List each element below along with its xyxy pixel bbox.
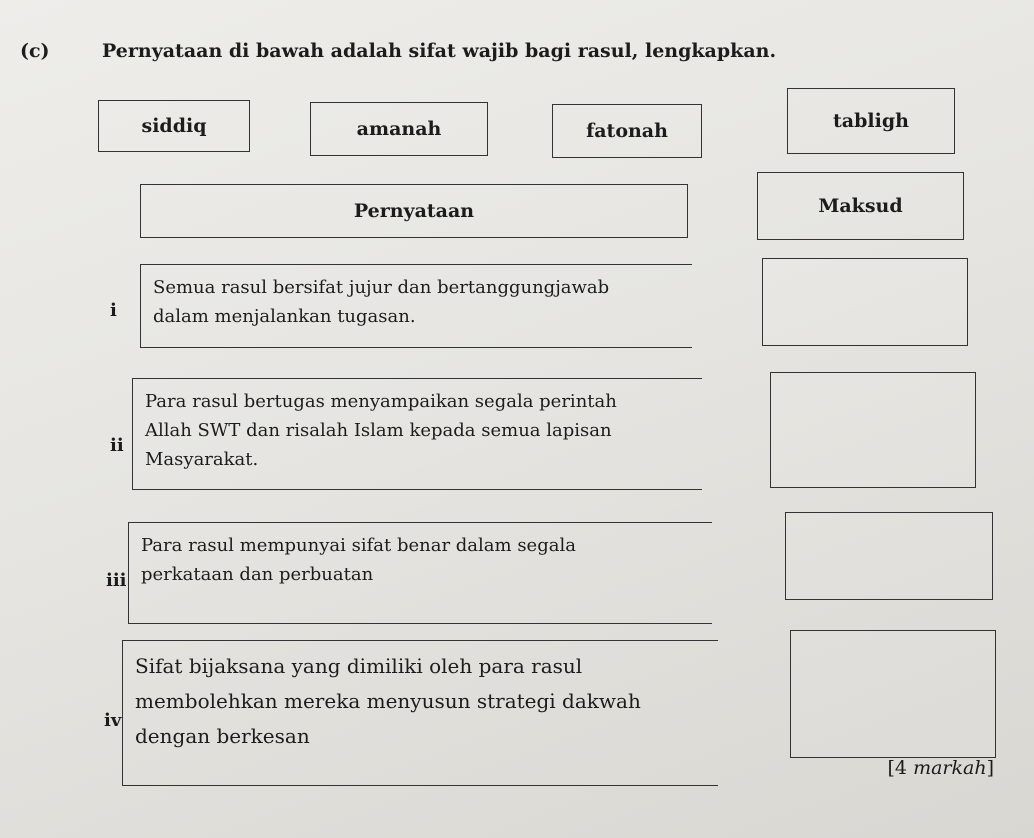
header-meaning: Maksud: [757, 172, 964, 240]
answer-box[interactable]: [790, 630, 996, 758]
statement-line: Semua rasul bersifat jujur dan bertanggungjawab: [153, 277, 610, 298]
statement-line: Masyarakat.: [145, 449, 259, 470]
statement-line: Para rasul mempunyai sifat benar dalam segala: [141, 535, 576, 556]
statement-box: [132, 378, 702, 490]
statement-box: [140, 264, 692, 348]
answer-box[interactable]: [762, 258, 968, 346]
statement-line: Sifat bijaksana yang dimiliki oleh para rasul: [135, 654, 583, 678]
header-statement: Pernyataan: [140, 184, 688, 238]
option-tabligh: tabligh: [787, 88, 955, 154]
statement-line: Allah SWT dan risalah Islam kepada semua lapisan: [145, 420, 612, 441]
row-number: ii: [110, 435, 124, 456]
row-number: iv: [104, 710, 122, 731]
option-siddiq: siddiq: [98, 100, 250, 152]
statement-line: Para rasul bertugas menyampaikan segala perintah: [145, 391, 617, 412]
statement-line: dengan berkesan: [135, 724, 310, 748]
statement-line: dalam menjalankan tugasan.: [153, 306, 416, 327]
marks-label: [4 markah]: [887, 757, 994, 779]
question-label: (c): [20, 40, 50, 62]
statement-line: perkataan dan perbuatan: [141, 564, 374, 585]
answer-box[interactable]: [785, 512, 993, 600]
answer-box[interactable]: [770, 372, 976, 488]
question-text: Pernyataan di bawah adalah sifat wajib bagi rasul, lengkapkan.: [102, 40, 777, 62]
row-number: iii: [106, 570, 127, 591]
statement-box: [122, 640, 718, 786]
option-amanah: amanah: [310, 102, 488, 156]
statement-line: membolehkan mereka menyusun strategi dakwah: [135, 689, 641, 713]
row-number: i: [110, 300, 117, 321]
option-fatonah: fatonah: [552, 104, 702, 158]
statement-box: [128, 522, 712, 624]
